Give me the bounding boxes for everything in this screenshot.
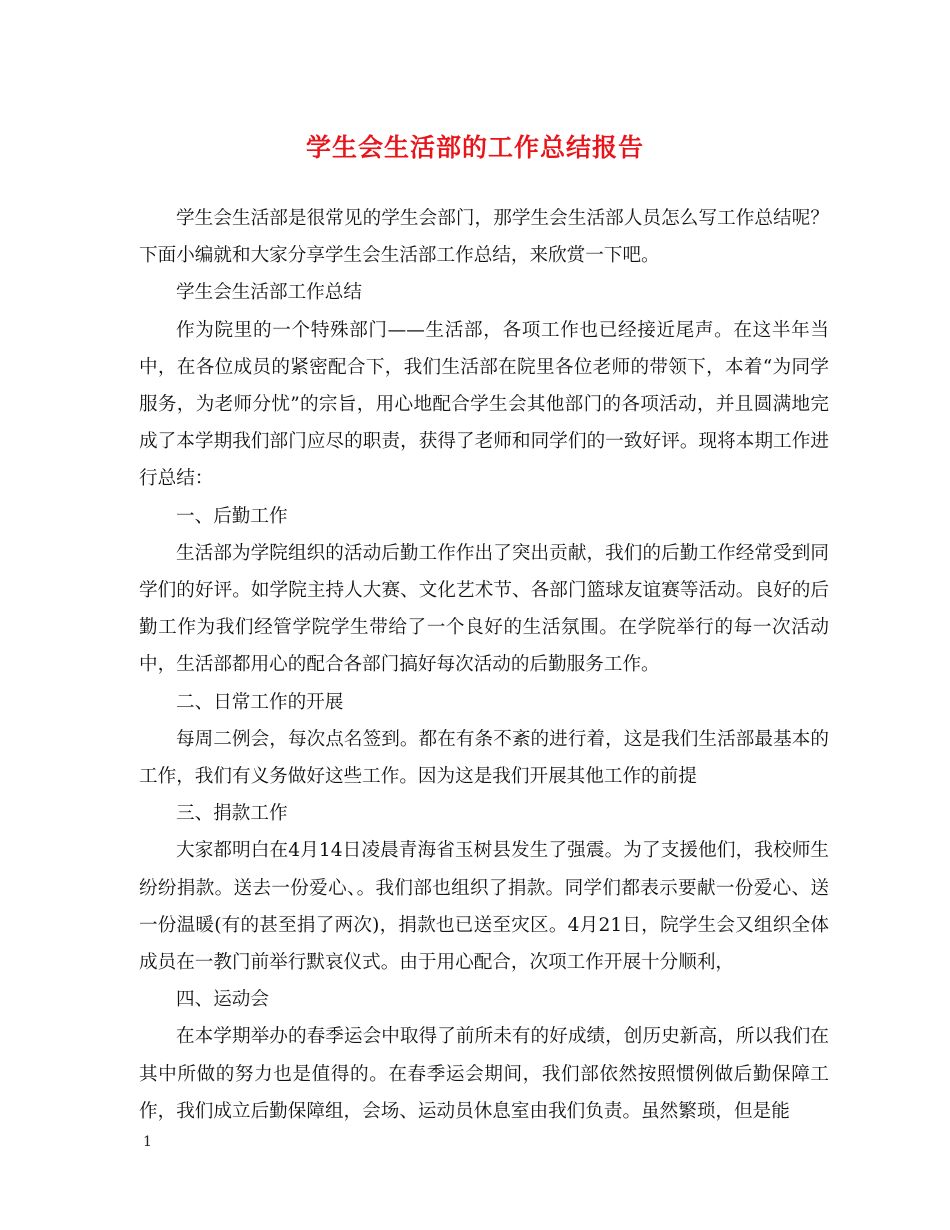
section-heading-daily-work: 二、日常工作的开展	[176, 691, 344, 713]
section-heading-logistics: 一、后勤工作	[176, 505, 288, 527]
paragraph-sports-meet: 在本学期举办的春季运会中取得了前所未有的好成绩，创历史新高，所以我们在其中所做的努力也是值得的。在春季运会期间，我们部依然按照惯例做后勤保障工作，我们成立后勤保障组，会场、运动员休息室由我们负责。虽然繁琐，但是能	[139, 1026, 829, 1122]
document-title: 学生会生活部的工作总结报告	[305, 133, 644, 162]
section-heading-sports-meet: 四、运动会	[176, 989, 269, 1011]
page-number: 1	[143, 1134, 152, 1150]
paragraph-donation: 大家都明白在4月14日凌晨青海省玉树县发生了强震。为了支援他们，我校师生纷纷捐款。送去一份爱心、。我们部也组织了捐款。同学们都表示要献一份爱心、送一份温暖(有的甚至捐了两次)，捐款也已送至灾区。4月21日，院学生会又组织全体成员在一教门前举行默哀仪式。由于用心配合，次项工作开展十分顺利，	[139, 840, 829, 974]
document-body	[139, 200, 829, 1130]
paragraph-daily-work: 每周二例会，每次点名签到。都在有条不紊的进行着，这是我们生活部最基本的工作，我们有义务做好这些工作。因为这是我们开展其他工作的前提	[139, 728, 829, 788]
paragraph-overview: 作为院里的一个特殊部门——生活部，各项工作也已经接近尾声。在这半年当中，在各位成员的紧密配合下，我们生活部在院里各位老师的带领下，本着“为同学服务，为老师分忧”的宗旨，用心地配合学生会其他部门的各项活动，并且圆满地完成了本学期我们部门应尽的职责，获得了老师和同学们的一致好评。现将本期工作进行总结：	[139, 319, 829, 490]
paragraph-logistics: 生活部为学院组织的活动后勤工作作出了突出贡献，我们的后勤工作经常受到同学们的好评。如学院主持人大赛、文化艺术节、各部门篮球友谊赛等活动。良好的后勤工作为我们经管学院学生带给了一个良好的生活氛围。在学院举行的每一次活动中，生活部都用心的配合各部门搞好每次活动的后勤服务工作。	[139, 542, 829, 676]
section-heading-summary: 学生会生活部工作总结	[176, 282, 362, 304]
paragraph-intro: 学生会生活部是很常见的学生会部门，那学生会生活部人员怎么写工作总结呢？下面小编就和大家分享学生会生活部工作总结，来欣赏一下吧。	[139, 208, 829, 267]
section-heading-donation: 三、捐款工作	[176, 803, 288, 825]
